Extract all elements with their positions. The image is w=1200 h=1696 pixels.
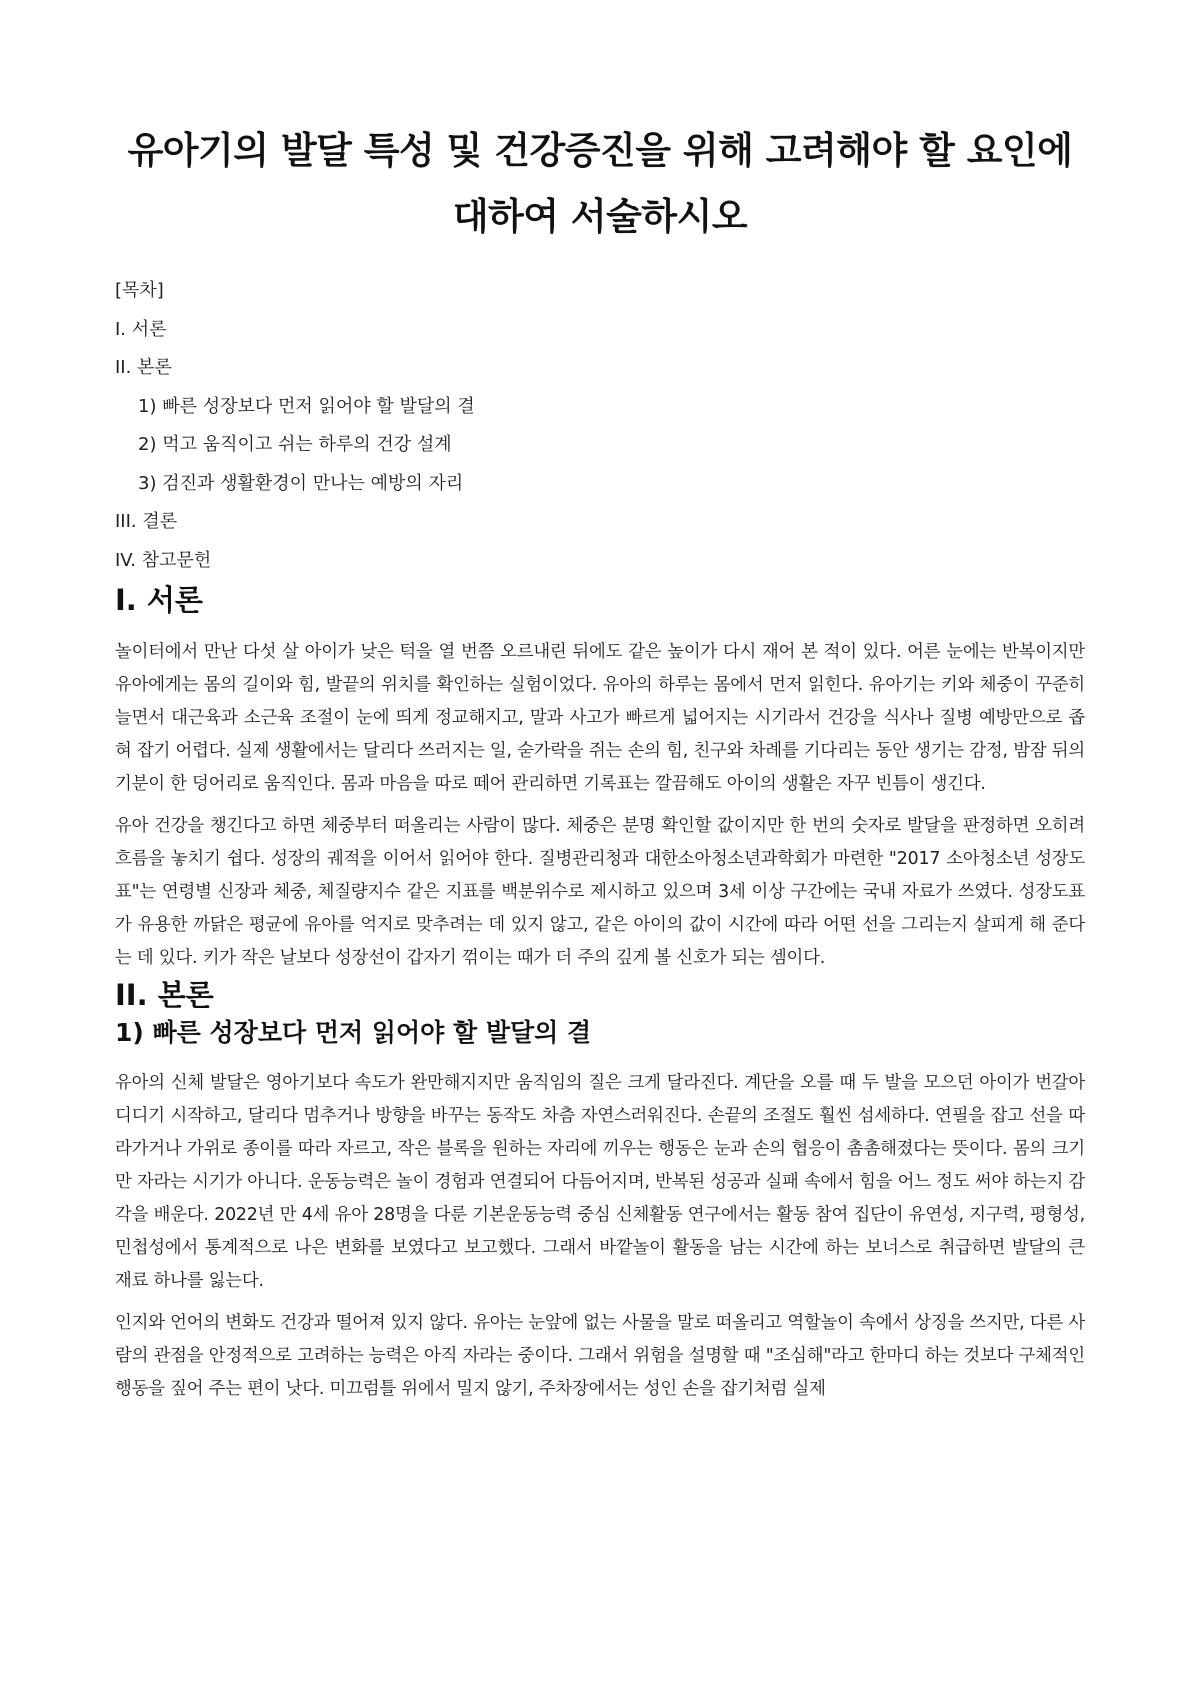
toc-item: III. 결론	[115, 511, 178, 532]
section-heading-intro: I. 서론	[115, 583, 203, 617]
toc-item: IV. 참고문헌	[115, 549, 212, 571]
body-paragraph: 유아의 신체 발달은 영아기보다 속도가 완만해지지만 움직임의 질은 크게 달라진다. 계단을 오를 때 두 발을 모으던 아이가 번갈아 디디기 시작하고, 달리다 멈추거나 방향을 바꾸는 동작도 차츰 자연스러워진다. 손끝의 조절도 훨씬 섬세하다. 연필을 잡고 선을 따라가거나 가위로 종이를 따라 자르고, 작은 블록을 원하는 자리에 끼우는 행동은 눈과 손의 협응이 촘촘해졌다는 뜻이다. 몸의 크기만 자라는 시기가 아니다. 운동능력은 놀이 경험과 연결되어 다듬어지며, 반복된 성공과 실패 속에서 힘을 어느 정도 써야 하는지 감각을 배운다. 2022년 만 4세 유아 28명을 다룬 기본운동능력 중심 신체활동 연구에서는 활동 참여 집단이 유연성, 지구력, 평형성, 민첩성에서 통계적으로 나은 변화를 보였다고 보고했다. 그래서 바깥놀이 활동을 남는 시간에 하는 보너스로 취급하면 발달의 큰 재료 하나를 잃는다.	[115, 1073, 1085, 1291]
body-paragraph: 인지와 언어의 변화도 건강과 떨어져 있지 않다. 유아는 눈앞에 없는 사물을 말로 떠올리고 역할놀이 속에서 상징을 쓰지만, 다른 사람의 관점을 안정적으로 고려하는 능력은 아직 자라는 중이다. 그래서 위험을 설명할 때 "조심해"라고 한마디 하는 것보다 구체적인 행동을 짚어 주는 편이 낫다. 미끄럼틀 위에서 밀지 않기, 주차장에서는 성인 손을 잡기처럼 실제	[115, 1313, 1085, 1399]
document-title: 유아기의 발달 특성 및 건강증진을 위해 고려해야 할 요인에 대하여 서술하시오	[127, 129, 1073, 238]
toc-subitem: 3) 검진과 생활환경이 만나는 예방의 자리	[138, 472, 464, 494]
toc-subitem: 2) 먹고 움직이고 쉬는 하루의 건강 설계	[138, 434, 452, 455]
intro-paragraph: 유아 건강을 챙긴다고 하면 체중부터 떠올리는 사람이 많다. 체중은 분명 확인할 값이지만 한 번의 숫자로 발달을 판정하면 오히려 흐름을 놓치기 쉽다. 성장의 궤적을 이어서 읽어야 한다. 질병관리청과 대한소아청소년과학회가 마련한 "2017 소아청소년 성장도표"는 연령별 신장과 체중, 체질량지수 같은 지표를 백분위수로 제시하고 있으며 3세 이상 구간에는 국내 자료가 쓰였다. 성장도표가 유용한 까닭은 평균에 유아를 억지로 맞추려는 데 있지 않고, 같은 아이의 값이 시간에 따라 어떤 선을 그리는지 살피게 해 준다는 데 있다. 키가 작은 날보다 성장선이 갑자기 꺾이는 때가 더 주의 깊게 볼 신호가 되는 셈이다.	[115, 816, 1085, 968]
intro-paragraph: 놀이터에서 만난 다섯 살 아이가 낮은 턱을 열 번쯤 오르내린 뒤에도 같은 높이가 다시 재어 본 적이 있다. 어른 눈에는 반복이지만 유아에게는 몸의 길이와 힘, 발끝의 위치를 확인하는 실험이었다. 유아의 하루는 몸에서 먼저 읽힌다. 유아기는 키와 체중이 꾸준히 늘면서 대근육과 소근육 조절이 눈에 띄게 정교해지고, 말과 사고가 빠르게 넓어지는 시기라서 건강을 식사나 질병 예방만으로 좁혀 잡기 어렵다. 실제 생활에서는 달리다 쓰러지는 일, 숟가락을 쥐는 손의 힘, 친구와 차례를 기다리는 동안 생기는 감정, 밤잠 뒤의 기분이 한 덩어리로 움직인다. 몸과 마음을 따로 떼어 관리하면 기록표는 깔끔해도 아이의 생활은 자꾸 빈틈이 생긴다.	[115, 642, 1085, 794]
toc-item: II. 본론	[115, 357, 172, 378]
toc-subitem: 1) 빠른 성장보다 먼저 읽어야 할 발달의 결	[138, 395, 475, 417]
subsection-heading: 1) 빠른 성장보다 먼저 읽어야 할 발달의 결	[115, 1018, 592, 1047]
toc-item: I. 서론	[115, 318, 167, 340]
table-of-contents	[115, 272, 1085, 580]
toc-heading: [목차]	[115, 280, 164, 301]
section-heading-body: II. 본론	[115, 978, 214, 1012]
